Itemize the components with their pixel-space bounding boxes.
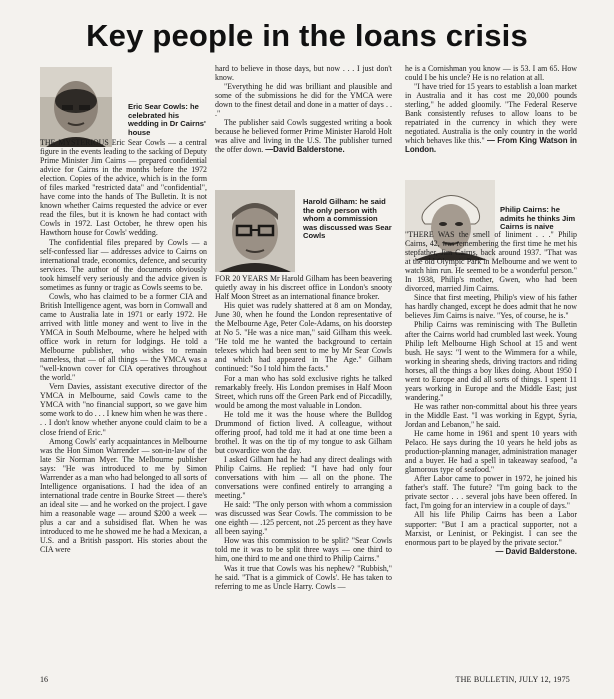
cowls-photo <box>40 67 112 147</box>
col2-paragraph: His quiet was rudely shattered at 8 am on Monday, June 30, when he found the London representative of the Melbourne Age, Peter Cole-Adams, on his doorstep at No 5. "He was a nice man," said Gilham this week. "He told me he wanted the background to certain telexes which had been sent to me by Mr Sear Cowls and which had appeared in The Age." Gilham continued: "So I told him the facts." <box>215 301 392 374</box>
col3-paragraph: Philip Cairns was reminiscing with The Bulletin after the Cairns world had crumbled last week. Young Philip left Melbourne High School at 15 and went bush. He says: "I went to the Wimmera for a while, working in shearing sheds, driving tractors and riding horses, all the things a boy likes doing. About 1950 I went to Europe and did all sorts of things. I spent 11 years working in Europe and the Middle East; just wandering." <box>405 320 577 402</box>
col2-paragraph: How was this commission to be split? "Sear Cowls told me it was to be split three ways — one third to him, one third to me and one third to Philip Cairns." <box>215 536 392 564</box>
col2-paragraph: FOR 20 YEARS Mr Harold Gilham has been beavering quietly away in his discreet office in London's snooty Half Moon Street as an international finance broker. <box>215 274 392 302</box>
cowls-portrait-image <box>40 67 112 147</box>
byline-balderstone-end: — David Balderstone. <box>495 546 577 556</box>
col2-paragraph <box>215 118 392 154</box>
col3-paragraph <box>405 82 577 154</box>
gilham-photo <box>215 190 295 272</box>
col2-paragraph: hard to believe in those days, but now . . . I just don't know. <box>215 64 392 83</box>
cowls-caption: Eric Sear Cowls: he celebrated his wedding in Dr Cairns' house <box>128 102 206 137</box>
col2-paragraph: Was it true that Cowls was his nephew? "Rubbish," he said. "That is a gimmick of Cowls'. He has taken to referring to me as Uncle Harry. Cowls — <box>215 563 392 591</box>
col1-paragraph: Vern Davies, assistant executive director of the YMCA in Melbourne, said Cowls came to the YMCA with "no financial support, so we gave him some work to do . . . I knew him when he was there . . . I don't know whether anyone could claim to be a close friend of Eric." <box>40 382 207 437</box>
column-3-top <box>405 64 577 186</box>
col2-paragraph: He said: "The only person with whom a commission was discussed was Sear Cowls. The commission to be one eighth — .125 percent, not .25 percent as they have all been saying." <box>215 500 392 537</box>
headline: Key people in the loans crisis <box>86 18 528 53</box>
col2-paragraph: I asked Gilham had he had any direct dealings with Philip Cairns. He replied: "I have had only four conversations with him — all on the phone. The conversations were confined entirely to arranging a meeting." <box>215 454 392 501</box>
col1-paragraph: Cowls, who has claimed to be a former CIA and British Intelligence agent, was born in Cornwall and came to Australia late in 1971 or early 1972. He arrived with little money and went to live in the YMCA in South Melbourne, where he helped with office work in return for lodgings. He told a Melbourne publisher, who wishes to remain nameless, that — of all things — the YMCA was a "well-known cover for CIA operatives throughout the world." <box>40 291 207 383</box>
column-3-bottom <box>405 230 577 672</box>
byline-watson: — From King Watson in London. <box>405 136 577 155</box>
col1-paragraph: Among Cowls' early acquaintances in Melbourne was the Hon Simon Warrender — son-in-law of the late Sir Norman Myer. The Melbourne publisher says: "He was introduced to me by Simon Warrender as a man who had belonged to all sorts of Intelligence organisations. I had the idea of an international trade centre in Bourke Street — there's an ideal site — and he worked on the project. I gave him a reasonable wage — around $200 a week — plus a car and a subsidised flat. When he was introduced to me he showed me he had a Mexican, a U.S. and a British passport. His stories about the CIA were <box>40 436 207 555</box>
col3-paragraph: All his life Philip Cairns has been a Labor supporter: "But I am a practical supporter, not a Marxist, or Leninist, or Pekingist. I can see the enormous part to be played by the private sector." <box>405 510 577 547</box>
col1-paragraph: THE MYSTERIOUS Eric Sear Cowls — a central figure in the events leading to the sacking of Deputy Prime Minister Jim Cairns — prepared confidential advice for Cairns in the months before the 1972 election. Copies of the advice, which is in the form of files marked "restricted data" and "confidential", have come into the hands of The Bulletin. It is not known whether Cairns requested the advice or ever read the files, but it is known he had contact with Cowls in 1972. Last October, he threw open his Hawthorn house for Cowls' wedding. <box>40 138 207 238</box>
col3-paragraph: Since that first meeting, Philip's view of his father has hardly changed, except he does admit that he now believes Jim Cairns is naive. "Yes, of course, he is." <box>405 293 577 321</box>
col3-paragraph: He came home in 1961 and spent 10 years with Pelaco. He says during the 10 years he held jobs as production-planning manager, administration manager and a buyer. He had a spell in takeaway seafood, "a glamorous type of seafood." <box>405 429 577 475</box>
column-1 <box>40 138 207 672</box>
column-2-top <box>215 64 392 184</box>
cairns-caption: Philip Cairns: he admits he thinks Jim Cairns is naive <box>500 205 576 232</box>
gilham-portrait-image <box>215 190 295 272</box>
col3-paragraph-text: "I have tried for 15 years to establish a loan market in Australia and it has cost me 20,000 pounds sterling," he added gloomily. "The Federal Reserve Bank consistently refuses to allow loans to be repatriated in the currency in which they were negotiated. Australia is the only country in the world which behaves like this." <box>405 82 577 146</box>
col1-paragraph: The confidential files prepared by Cowls — a self-confessed liar — addresses advice to Cairns on international trade, economics, defence, and security services. The author of the documents obviously took himself very seriously and the advice given is sometimes as funny or tragic as Cowls seems to be. <box>40 237 207 292</box>
publication-footer: THE BULLETIN, JULY 12, 1975 <box>455 675 570 684</box>
byline-balderstone: —David Balderstone. <box>265 145 345 155</box>
col2-paragraph-text: The publisher said Cowls suggested writing a book because he believed former Prime Minister Harold Holt was alive and living in the U.S. The publisher turned the offer down. <box>215 118 392 155</box>
col2-paragraph: He told me it was the house where the Bulldog Drummond of fiction lived. A colleague, without offering proof, had told me it had at one time been a brothel. It was on the tip of my tongue to ask Gilham but cowardice won the day. <box>215 409 392 455</box>
page-number: 16 <box>40 675 48 684</box>
col2-paragraph: For a man who has sold exclusive rights he talked remarkably freely. His London premises in Half Moon Street, which runs off the Green Park end of Piccadilly, would be among the most valuable in London. <box>215 373 392 410</box>
gilham-caption: Harold Gilham: he said the only person with whom a commission was discussed was Sear Cowls <box>303 197 392 241</box>
col3-paragraph: After Labor came to power in 1972, he joined his father's staff. The future? "I'm going back to the private sector . . . several jobs have been offered. In fact, I'm going for an interview in a couple of days." <box>405 474 577 511</box>
col3-paragraph: "THERE WAS the smell of liniment . . ." Philip Cairns, 42, was remembering the first time he met his stepfather, Jim Cairns, back around 1937. "That was at the old Olympic Park in Melbourne and we went to watch him run. He seemed to be a wonderful person." In 1938, Philip's mother, Gwen, who had been divorced, married Jim Cairns. <box>405 230 577 294</box>
column-2-bottom <box>215 274 392 672</box>
col3-paragraph: He was rather non-committal about his three years in the Middle East. "I was working in Egypt, Syria, Jordan and Lebanon," he said. <box>405 401 577 429</box>
col3-paragraph: he is a Cornishman you know — is 53. I am 65. How could I be his uncle? He is no relation at all. <box>405 64 577 83</box>
col2-paragraph: "Everything he did was brilliant and plausible and some of the submissions he did for the YMCA were down to the finest detail and done in a matter of days . . ." <box>215 82 392 119</box>
